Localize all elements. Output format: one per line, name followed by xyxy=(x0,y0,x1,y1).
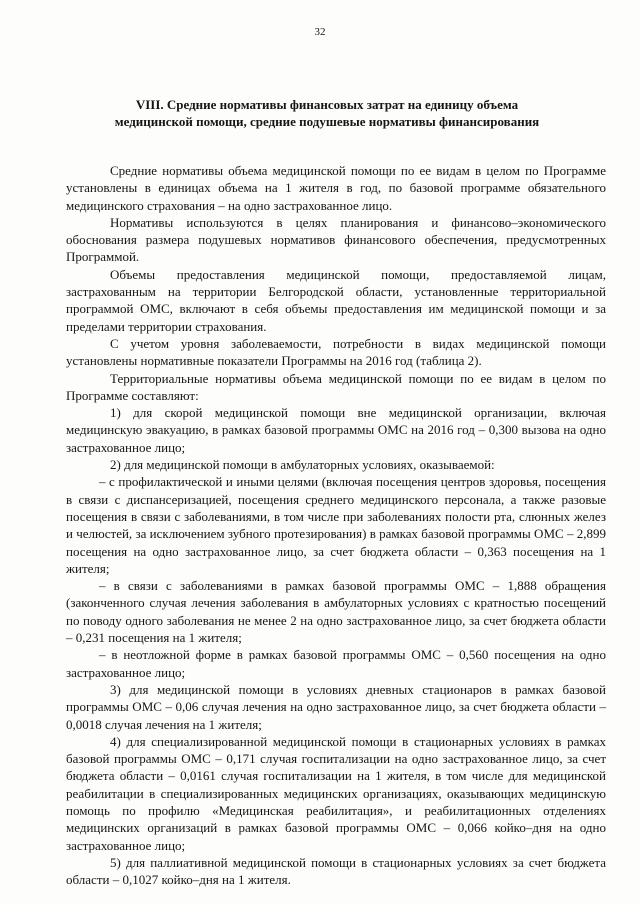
paragraph: Средние нормативы объема медицинской помощи по ее видам в целом по Программе установлены в единицах объема на 1 жителя в год, по базовой программе обязательного медицинского страхования – на одно застрахованное лицо. xyxy=(66,163,606,213)
section-title-line: VIII. Средние нормативы финансовых затрат на единицу объема xyxy=(135,97,519,112)
sub-list-item: – с профилактической и иными целями (включая посещения центров здоровья, посещения в связи с диспансеризацией, посещения среднего медицинского персонала, а также разовые посещения в связи с заболеваниями, в том числе при заболеваниях полости рта, слюнных желез и челюстей, за исключением зубного протезирования) в рамках базовой программы ОМС – 2,899 посещения на одно застрахованное лицо, за счет бюджета области – 0,363 посещения на 1 жителя; xyxy=(66,474,606,576)
list-item: 4) для специализированной медицинской помощи в стационарных условиях в рамках базовой программы ОМС – 0,171 случая госпитализации на одно застрахованное лицо, за счет бюджета области – 0,0161 случая госпитализации на 1 жителя, в том числе для медицинской реабилитации в специализированных медицинских организациях, оказывающих медицинскую помощь по профилю «Медицинская реабилитация», и реабилитационных отделениях медицинских организаций в рамках базовой программы ОМС – 0,066 койко–дня на одно застрахованное лицо; xyxy=(66,733,606,853)
list-item: 5) для паллиативной медицинской помощи в стационарных условиях за счет бюджета области – 0,1027 койко–дня на 1 жителя. xyxy=(66,854,606,888)
section-title-line: медицинской помощи, средние подушевые нормативы финансирования xyxy=(114,114,540,129)
section-title xyxy=(60,96,594,130)
list-item: 2) для медицинской помощи в амбулаторных условиях, оказываемой: xyxy=(110,457,495,473)
list-item: 3) для медицинской помощи в условиях дневных стационаров в рамках базовой программы ОМС – 0,06 случая лечения на одно застрахованное лицо, за счет бюджета области – 0,0018 случая лечения на 1 жителя; xyxy=(66,681,606,732)
sub-list-item: – в неотложной форме в рамках базовой программы ОМС – 0,560 посещения на одно застрахованное лицо; xyxy=(66,647,606,680)
sub-list-item: – в связи с заболеваниями в рамках базовой программы ОМС – 1,888 обращения (законченного случая лечения заболевания в амбулаторных условиях с кратностью посещений по поводу одного заболевания не менее 2 на одно застрахованное лицо, за счет бюджета области – 0,231 посещения на 1 жителя; xyxy=(66,578,606,646)
paragraph: С учетом уровня заболеваемости, потребности в видах медицинской помощи установлены нормативные показатели Программы на 2016 год (таблица 2). xyxy=(66,335,606,369)
page-number: 32 xyxy=(314,26,326,38)
document-body xyxy=(66,162,606,888)
paragraph: Объемы предоставления медицинской помощи, предоставляемой лицам, застрахованным на территории Белгородской области, установленные территориальной программой ОМС, включают в себя объемы предоставления им медицинской помощи и за пределами территории страхования. xyxy=(66,266,606,334)
paragraph: Нормативы используются в целях планирования и финансово–экономического обоснования размера подушевых нормативов финансового обеспечения, предусмотренных Программой. xyxy=(66,214,606,265)
paragraph: Территориальные нормативы объема медицинской помощи по ее видам в целом по Программе составляют: xyxy=(66,370,606,403)
list-item: 1) для скорой медицинской помощи вне медицинской организации, включая медицинскую эвакуацию, в рамках базовой программы ОМС на 2016 год – 0,300 вызова на одно застрахованное лицо; xyxy=(66,405,606,455)
